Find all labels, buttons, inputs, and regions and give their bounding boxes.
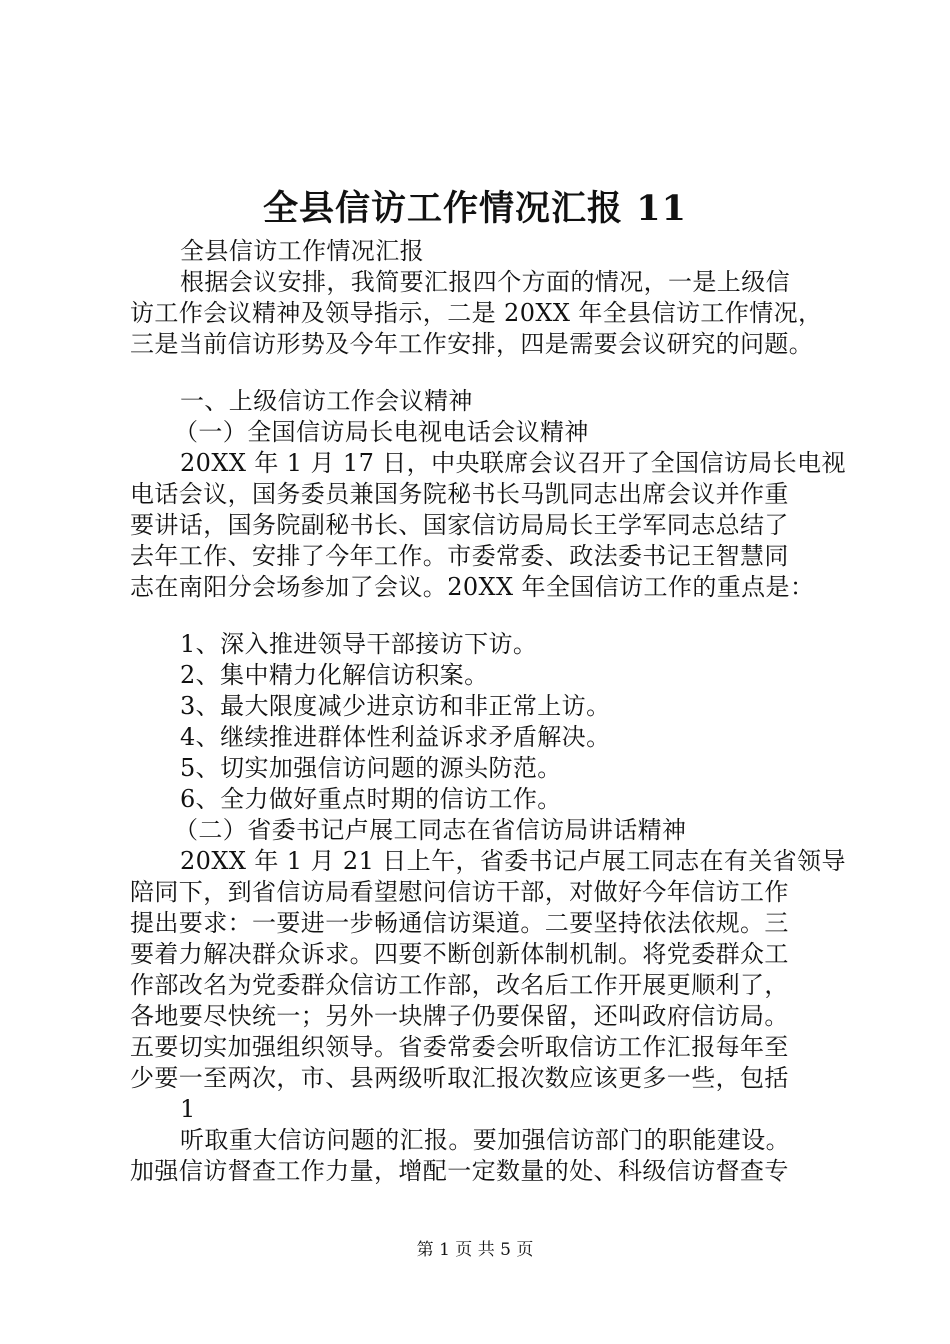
paragraph-gap: [130, 360, 845, 386]
section-heading: 一、上级信访工作会议精神: [180, 387, 473, 415]
paragraph-line: 陪同下，到省信访局看望慰问信访干部，对做好今年信访工作: [130, 878, 789, 906]
list-item: 2、集中精力化解信访积案。: [180, 661, 489, 689]
paragraph-line: 作部改名为党委群众信访工作部，改名后工作开展更顺利了，: [130, 971, 789, 999]
inline-number: 1: [180, 1095, 196, 1123]
paragraph-line: 志在南阳分会场参加了会议。20XX 年全国信访工作的重点是：: [130, 573, 815, 601]
list-item: 3、最大限度减少进京访和非正常上访。: [180, 692, 611, 720]
paragraph-line: 要着力解决群众诉求。四要不断创新体制机制。将党委群众工: [130, 940, 789, 968]
paragraph-line: 要讲话，国务院副秘书长、国家信访局局长王学军同志总结了: [130, 511, 789, 539]
paragraph-line: 五要切实加强组织领导。省委常委会听取信访工作汇报每年至: [130, 1033, 789, 1061]
paragraph-line: 少要一至两次，市、县两级听取汇报次数应该更多一些，包括: [130, 1064, 789, 1092]
paragraph-line: 电话会议，国务委员兼国务院秘书长马凯同志出席会议并作重: [130, 480, 789, 508]
list-item: 6、全力做好重点时期的信访工作。: [180, 785, 562, 813]
list-item: 5、切实加强信访问题的源头防范。: [180, 754, 562, 782]
paragraph-line: 加强信访督查工作力量，增配一定数量的处、科级信访督查专: [130, 1157, 789, 1185]
document-title: 全县信访工作情况汇报 11: [263, 188, 687, 229]
paragraph-gap: [130, 603, 845, 629]
paragraph-line: 去年工作、安排了今年工作。市委常委、政法委书记王智慧同: [130, 542, 789, 570]
paragraph-line: 三是当前信访形势及今年工作安排，四是需要会议研究的问题。: [130, 330, 814, 358]
subsection-heading: （二）省委书记卢展工同志在省信访局讲话精神: [174, 816, 687, 844]
subtitle-line: 全县信访工作情况汇报: [180, 237, 424, 265]
list-item: 4、继续推进群体性利益诉求矛盾解决。: [180, 723, 611, 751]
paragraph-line: 各地要尽快统一；另外一块牌子仍要保留，还叫政府信访局。: [130, 1002, 789, 1030]
paragraph-line: 访工作会议精神及领导指示，二是 20XX 年全县信访工作情况，: [130, 299, 823, 327]
page-footer: 第 1 页 共 5 页: [416, 1240, 534, 1260]
paragraph-line: 20XX 年 1 月 17 日，中央联席会议召开了全国信访局长电视: [180, 449, 846, 477]
paragraph-line: 根据会议安排，我简要汇报四个方面的情况，一是上级信: [180, 268, 790, 296]
list-item: 1、深入推进领导干部接访下访。: [180, 630, 538, 658]
paragraph-line: 听取重大信访问题的汇报。要加强信访部门的职能建设。: [180, 1126, 790, 1154]
document-body: [130, 236, 845, 1187]
paragraph-line: 20XX 年 1 月 21 日上午，省委书记卢展工同志在有关省领导: [180, 847, 846, 875]
paragraph-line: 提出要求：一要进一步畅通信访渠道。二要坚持依法依规。三: [130, 909, 789, 937]
subsection-heading: （一）全国信访局长电视电话会议精神: [174, 418, 589, 446]
